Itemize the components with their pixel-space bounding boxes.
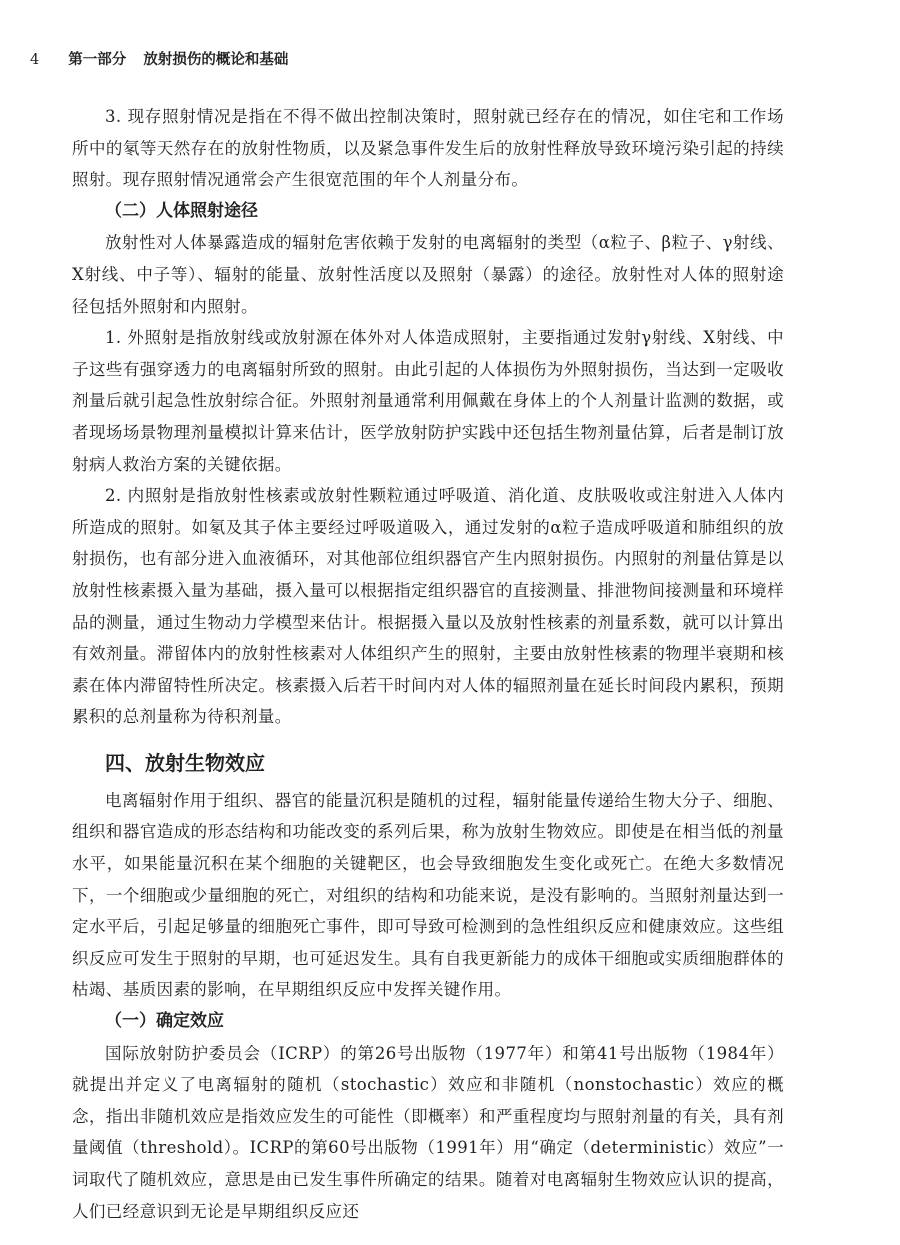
paragraph-internal-exposure: 2. 内照射是指放射性核素或放射性颗粒通过呼吸道、消化道、皮肤吸收或注射进入人体内所造成的照射。如氡及其子体主要经过呼吸道吸入，通过发射的α粒子造成呼吸道和肺组织的放射损伤，也有部分进入血液循环，对其他部位组织器官产生内照射损伤。内照射的剂量估算是以放射性核素摄入量为基础，摄入量可以根据指定组织器官的直接测量、排泄物间接测量和环境样品的测量，通过生物动力学模型来估计。根据摄入量以及放射性核素的剂量系数，就可以计算出有效剂量。滞留体内的放射性核素对人体组织产生的照射，主要由放射性核素的物理半衰期和核素在体内滞留特性所决定。核素摄入后若干时间内对人体的辐照剂量在延长时间段内累积，预期累积的总剂量称为待积剂量。: [72, 486, 784, 727]
paragraph-exposure-routes-intro: 放射性对人体暴露造成的辐射危害依赖于发射的电离辐射的类型（α粒子、β粒子、γ射线、X射线、中子等）、辐射的能量、放射性活度以及照射（暴露）的途径。放射性对人体的照射途径包括外照射和内照射。: [72, 233, 784, 316]
subheading-deterministic-effects: （一）确定效应: [105, 1011, 224, 1032]
paragraph-biological-effects: 电离辐射作用于组织、器官的能量沉积是随机的过程，辐射能量传递给生物大分子、细胞、组织和器官造成的形态结构和功能改变的系列后果，称为放射生物效应。即使是在相当低的剂量水平，如果能量沉积在某个细胞的关键靶区，也会导致细胞发生变化或死亡。在绝大多数情况下，一个细胞或少量细胞的死亡，对组织的结构和功能来说，是没有影响的。当照射剂量达到一定水平后，引起足够量的细胞死亡事件，即可导致可检测到的急性组织反应和健康效应。这些组织反应可发生于照射的早期，也可延迟发生。具有自我更新能力的成体干细胞或实质细胞群体的枯竭、基质因素的影响，在早期组织反应中发挥关键作用。: [72, 790, 784, 1000]
running-header: [30, 48, 288, 69]
section-heading-biological-effects: 四、放射生物效应: [105, 750, 265, 775]
page-body: [72, 101, 784, 1227]
paragraph-external-exposure: 1. 外照射是指放射线或放射源在体外对人体造成照射，主要指通过发射γ射线、X射线、中子这些有强穿透力的电离辐射所致的照射。由此引起的人体损伤为外照射损伤，当达到一定吸收剂量后就引起急性放射综合征。外照射剂量通常利用佩戴在身体上的个人剂量计监测的数据，或者现场场景物理剂量模拟计算来估计，医学放射防护实践中还包括生物剂量估算，后者是制订放射病人救治方案的关键依据。: [72, 328, 784, 474]
part-title: 放射损伤的概论和基础: [143, 52, 289, 68]
part-label: 第一部分: [68, 52, 127, 68]
paragraph-icrp-definitions: 国际放射防护委员会（ICRP）的第26号出版物（1977年）和第41号出版物（1984年）就提出并定义了电离辐射的随机（stochastic）效应和非随机（nonstochastic）效应的概念，指出非随机效应是指效应发生的可能性（即概率）和严重程度均与照射剂量的有关，具有剂量阈值（threshold）。ICRP的第60号出版物（1991年）用“确定（deterministic）效应”一词取代了随机效应，意思是由已发生事件所确定的结果。随着对电离辐射生物效应认识的提高，人们已经意识到无论是早期组织反应还: [72, 1043, 784, 1221]
page-number: 4: [30, 52, 40, 68]
subheading-exposure-routes: （二）人体照射途径: [105, 200, 258, 221]
paragraph-existing-exposure: 3. 现存照射情况是指在不得不做出控制决策时，照射就已经存在的情况，如住宅和工作场所中的氡等天然存在的放射性物质，以及紧急事件发生后的放射性释放导致环境污染引起的持续照射。现存照射情况通常会产生很宽范围的年个人剂量分布。: [72, 107, 784, 190]
